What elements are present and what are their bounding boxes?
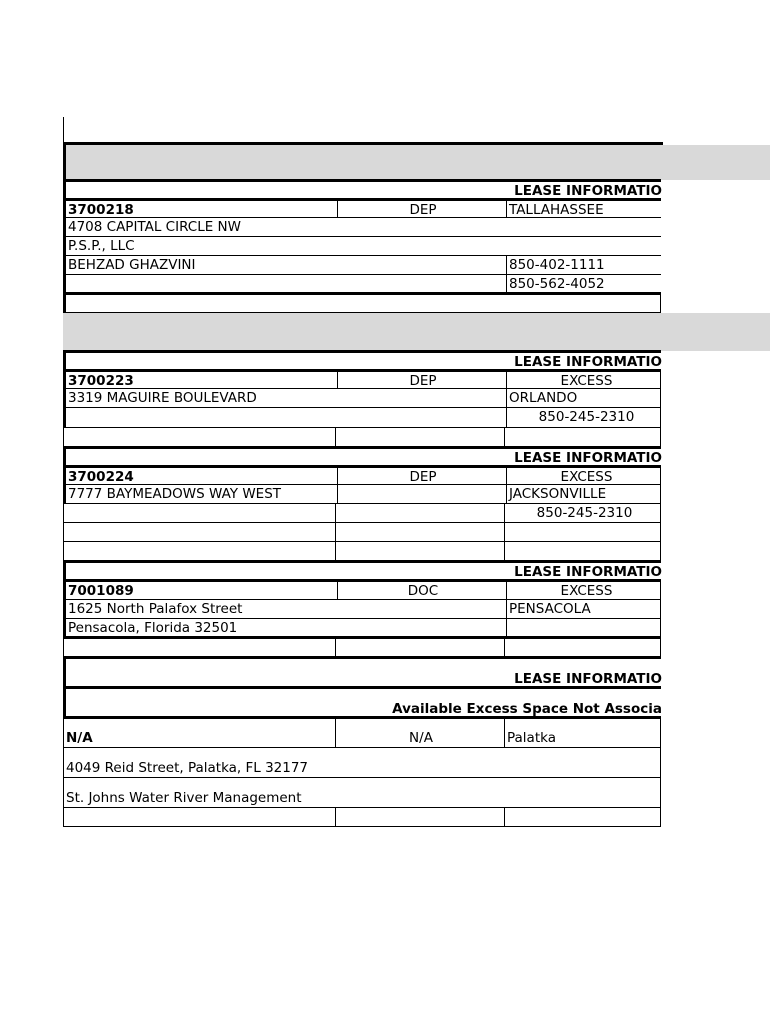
table-row <box>63 504 661 523</box>
table-row <box>63 369 661 389</box>
empty-cell <box>504 523 662 541</box>
empty-cell <box>504 808 662 826</box>
empty-cell <box>335 542 504 560</box>
excess-header-row <box>63 686 661 718</box>
table-row <box>63 716 661 748</box>
table-row <box>63 389 661 408</box>
space-type: EXCESS <box>506 468 664 484</box>
address: 3319 MAGUIRE BOULEVARD <box>68 390 257 406</box>
table-row <box>63 778 661 808</box>
lease-header-row <box>63 446 661 467</box>
city: ORLANDO <box>506 389 664 407</box>
agency: N/A <box>335 719 504 747</box>
empty-cell <box>335 523 504 541</box>
sheet-edge-line <box>63 117 64 142</box>
address: 1625 North Palafox Street <box>68 601 243 617</box>
table-row <box>63 198 661 218</box>
table-row <box>63 256 661 275</box>
section-band <box>63 313 770 351</box>
table-row <box>63 465 661 485</box>
lease-header: LEASE INFORMATIO <box>514 183 662 199</box>
agency: DEP <box>337 372 506 388</box>
city: Palatka <box>504 719 662 747</box>
lease-header-row <box>63 179 661 200</box>
phone: 850-562-4052 <box>506 275 664 294</box>
table-row <box>63 292 661 313</box>
address: 4708 CAPITAL CIRCLE NW <box>68 219 242 235</box>
lease-header-row <box>63 656 661 688</box>
empty-cell <box>335 808 504 826</box>
table-row <box>63 636 661 657</box>
section-band <box>63 142 770 180</box>
empty-cell <box>335 428 504 446</box>
agency: DEP <box>337 468 506 484</box>
empty-cell <box>504 542 662 560</box>
address-line-2: Pensacola, Florida 32501 <box>68 620 238 636</box>
address: 7777 BAYMEADOWS WAY WEST <box>68 486 282 502</box>
lease-id: 3700223 <box>68 373 134 388</box>
agency: DEP <box>337 201 506 217</box>
space-type: EXCESS <box>506 582 664 599</box>
owner: St. Johns Water River Management <box>66 790 302 806</box>
table-row <box>63 808 661 827</box>
phone: 850-245-2310 <box>504 504 662 522</box>
lease-header-row <box>63 350 661 371</box>
lease-id: 3700224 <box>68 469 134 484</box>
agency: DOC <box>337 582 506 599</box>
company: P.S.P., LLC <box>68 238 135 254</box>
lease-header: LEASE INFORMATIO <box>514 564 662 580</box>
empty-cell <box>335 639 504 656</box>
empty-cell <box>337 485 506 503</box>
lease-id: 7001089 <box>68 583 134 599</box>
lease-id: 3700218 <box>68 202 134 217</box>
table-row <box>63 408 661 428</box>
table-row <box>63 542 661 561</box>
city: TALLAHASSEE <box>506 201 664 217</box>
phone: 850-245-2310 <box>506 408 664 427</box>
table-row <box>63 237 661 256</box>
empty-cell <box>504 428 662 446</box>
lease-header: LEASE INFORMATIO <box>514 450 662 466</box>
city: PENSACOLA <box>506 600 664 618</box>
table-row <box>63 748 661 778</box>
lease-header: LEASE INFORMATIO <box>514 671 662 687</box>
city: JACKSONVILLE <box>506 485 664 503</box>
lease-header-row <box>63 560 661 581</box>
contact: BEHZAD GHAZVINI <box>68 257 196 273</box>
table-row <box>63 600 661 619</box>
excess-header: Available Excess Space Not Associa <box>392 701 662 717</box>
lease-id: N/A <box>66 730 93 746</box>
address: 4049 Reid Street, Palatka, FL 32177 <box>66 760 309 776</box>
empty-cell <box>335 504 504 522</box>
table-row <box>63 523 661 542</box>
lease-header: LEASE INFORMATIO <box>514 354 662 370</box>
phone: 850-402-1111 <box>506 256 664 274</box>
table-row <box>63 485 661 504</box>
table-row <box>63 218 661 237</box>
table-row <box>63 579 661 600</box>
empty-cell <box>504 639 662 656</box>
space-type: EXCESS <box>506 372 664 388</box>
table-row <box>63 428 661 447</box>
